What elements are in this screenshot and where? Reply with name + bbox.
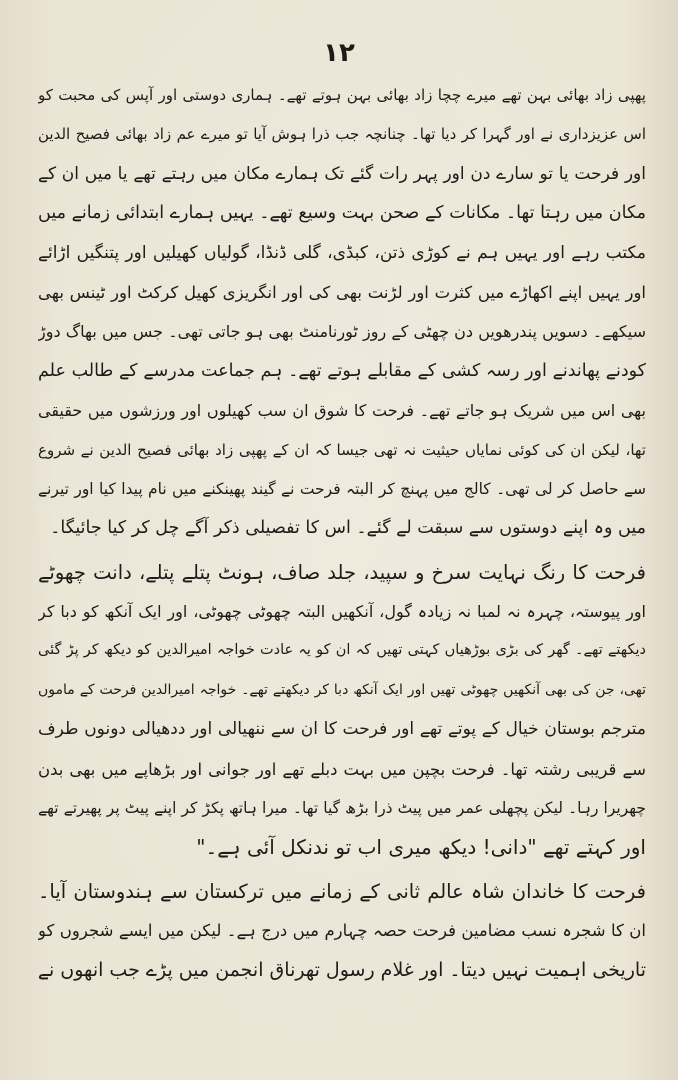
text-line: کودنے پھاندنے اور رسہ کشی کے مقابلے ہوتے تھے۔ ہم جماعت مدرسے کے طالب علم: [38, 360, 646, 381]
text-line: مکان میں رہتا تھا۔ مکانات کے صحن بہت وسیع تھے۔ یہیں ہمارے ابتدائی زمانے میں: [38, 203, 646, 224]
text-line: مترجم بوستان خیال کے پوتے تھے اور فرحت کا ان سے ننھیالی اور ددھیالی دونوں طرف: [38, 719, 646, 740]
text-line: تھا، لیکن ان کی کوئی نمایاں حیثیت نہ تھی جیسا کہ ان کے پھپی زاد بھائی فصیح الدین نے شروع: [38, 440, 646, 459]
text-line: ان کا شجرہ نسب مضامین فرحت حصہ چہارم میں درج ہے۔ لیکن میں ایسے شجروں کو: [38, 921, 646, 941]
text-line: اس عزیزداری نے اور گہرا کر دیا تھا۔ چنانچہ جب ذرا ہوش آیا تو میرے عم زاد بھائی فصیح الدین: [38, 125, 646, 144]
text-line: مکتب رہے اور یہیں ہم نے کوڑی ذتن، کبڈی، گلی ڈنڈا، گولیاں کھیلیں اور پتنگیں اڑائے: [38, 242, 646, 263]
text-line: چھریرا رہا۔ لیکن پچھلی عمر میں پیٹ ذرا بڑھ گیا تھا۔ میرا ہاتھ پکڑ کر اپنے پیٹ پر پھیرتے تھے: [38, 799, 646, 818]
text-line: دیکھتے تھے۔ گھر کی بڑی بوڑھیاں کہتی تھیں کہ ان کو یہ عادت خواجہ امیرالدین کو دیکھ کر پڑ گئی: [38, 642, 646, 659]
paragraph-1: [38, 76, 646, 549]
page-number: ۱۲: [323, 38, 355, 68]
text-line: سیکھے۔ دسویں پندرھویں دن چھٹی کے روز ٹورنامنٹ بھی ہو جاتی تھی۔ جس میں بھاگ دوڑ: [38, 322, 646, 342]
text-line: سے حاصل کر لی تھی۔ کالج میں پہنچ کر البتہ فرحت نے گیند پھینکنے میں نام پیدا کیا اور تیرنے: [38, 479, 646, 498]
text-line: اور یہیں اپنے اکھاڑے میں کثرت اور لڑنت بھی کی اور انگریزی کھیل کرکٹ اور ٹینس بھی: [38, 282, 646, 302]
text-line: بھی اس میں شریک ہو جاتے تھے۔ فرحت کا شوق ان سب کھیلوں اور ورزشوں میں حقیقی: [38, 401, 646, 421]
text-line: سے قریبی رشتہ تھا۔ فرحت بچپن میں بہت دبلے تھے اور جوانی اور بڑھاپے میں بھی بدن: [38, 759, 646, 779]
text-line: اور کہتے تھے "دانی! دیکھ میری اب تو ندنکل آئی ہے۔": [196, 835, 646, 860]
page-text: [38, 76, 646, 990]
text-line: اور فرحت یا تو سارے دن اور پہر رات گئے تک ہمارے مکان میں رہتے تھے یا میں ان کے: [38, 163, 646, 184]
paragraph-2: [38, 553, 646, 868]
text-line: تھی، جن کی بھی آنکھیں چھوٹی تھیں اور ایک آنکھ دبا کر دیکھتے تھے۔ خواجہ امیرالدین فرحت کے ماموں: [38, 681, 646, 698]
paragraph-3: [38, 872, 646, 990]
text-line: پھپی زاد بھائی بہن تھے میرے چچا زاد بھائی بہن ہوتے تھے۔ ہماری دوستی اور آپس کی محبت کو: [38, 86, 646, 104]
text-line: فرحت کا خاندان شاہ عالم ثانی کے زمانے میں ترکستان سے ہندوستان آیا۔: [38, 879, 646, 903]
text-line: فرحت کا رنگ نہایت سرخ و سپید، جلد صاف، ہونٹ پتلے پتلے، دانت چھوٹے: [38, 560, 646, 584]
text-line: میں وہ اپنے دوستوں سے سبقت لے گئے۔ اس کا تفصیلی ذکر آگے چل کر کیا جائیگا۔: [50, 518, 646, 539]
text-line: تاریخی اہمیت نہیں دیتا۔ اور غلام رسول تھرناق انجمن میں پڑے جب انھوں نے: [38, 958, 646, 981]
text-line: اور پیوستہ، چہرہ نہ لمبا نہ زیادہ گول، آنکھیں البتہ چھوٹی چھوٹی، اور ایک آنکھ کو دبا کر: [38, 602, 646, 622]
